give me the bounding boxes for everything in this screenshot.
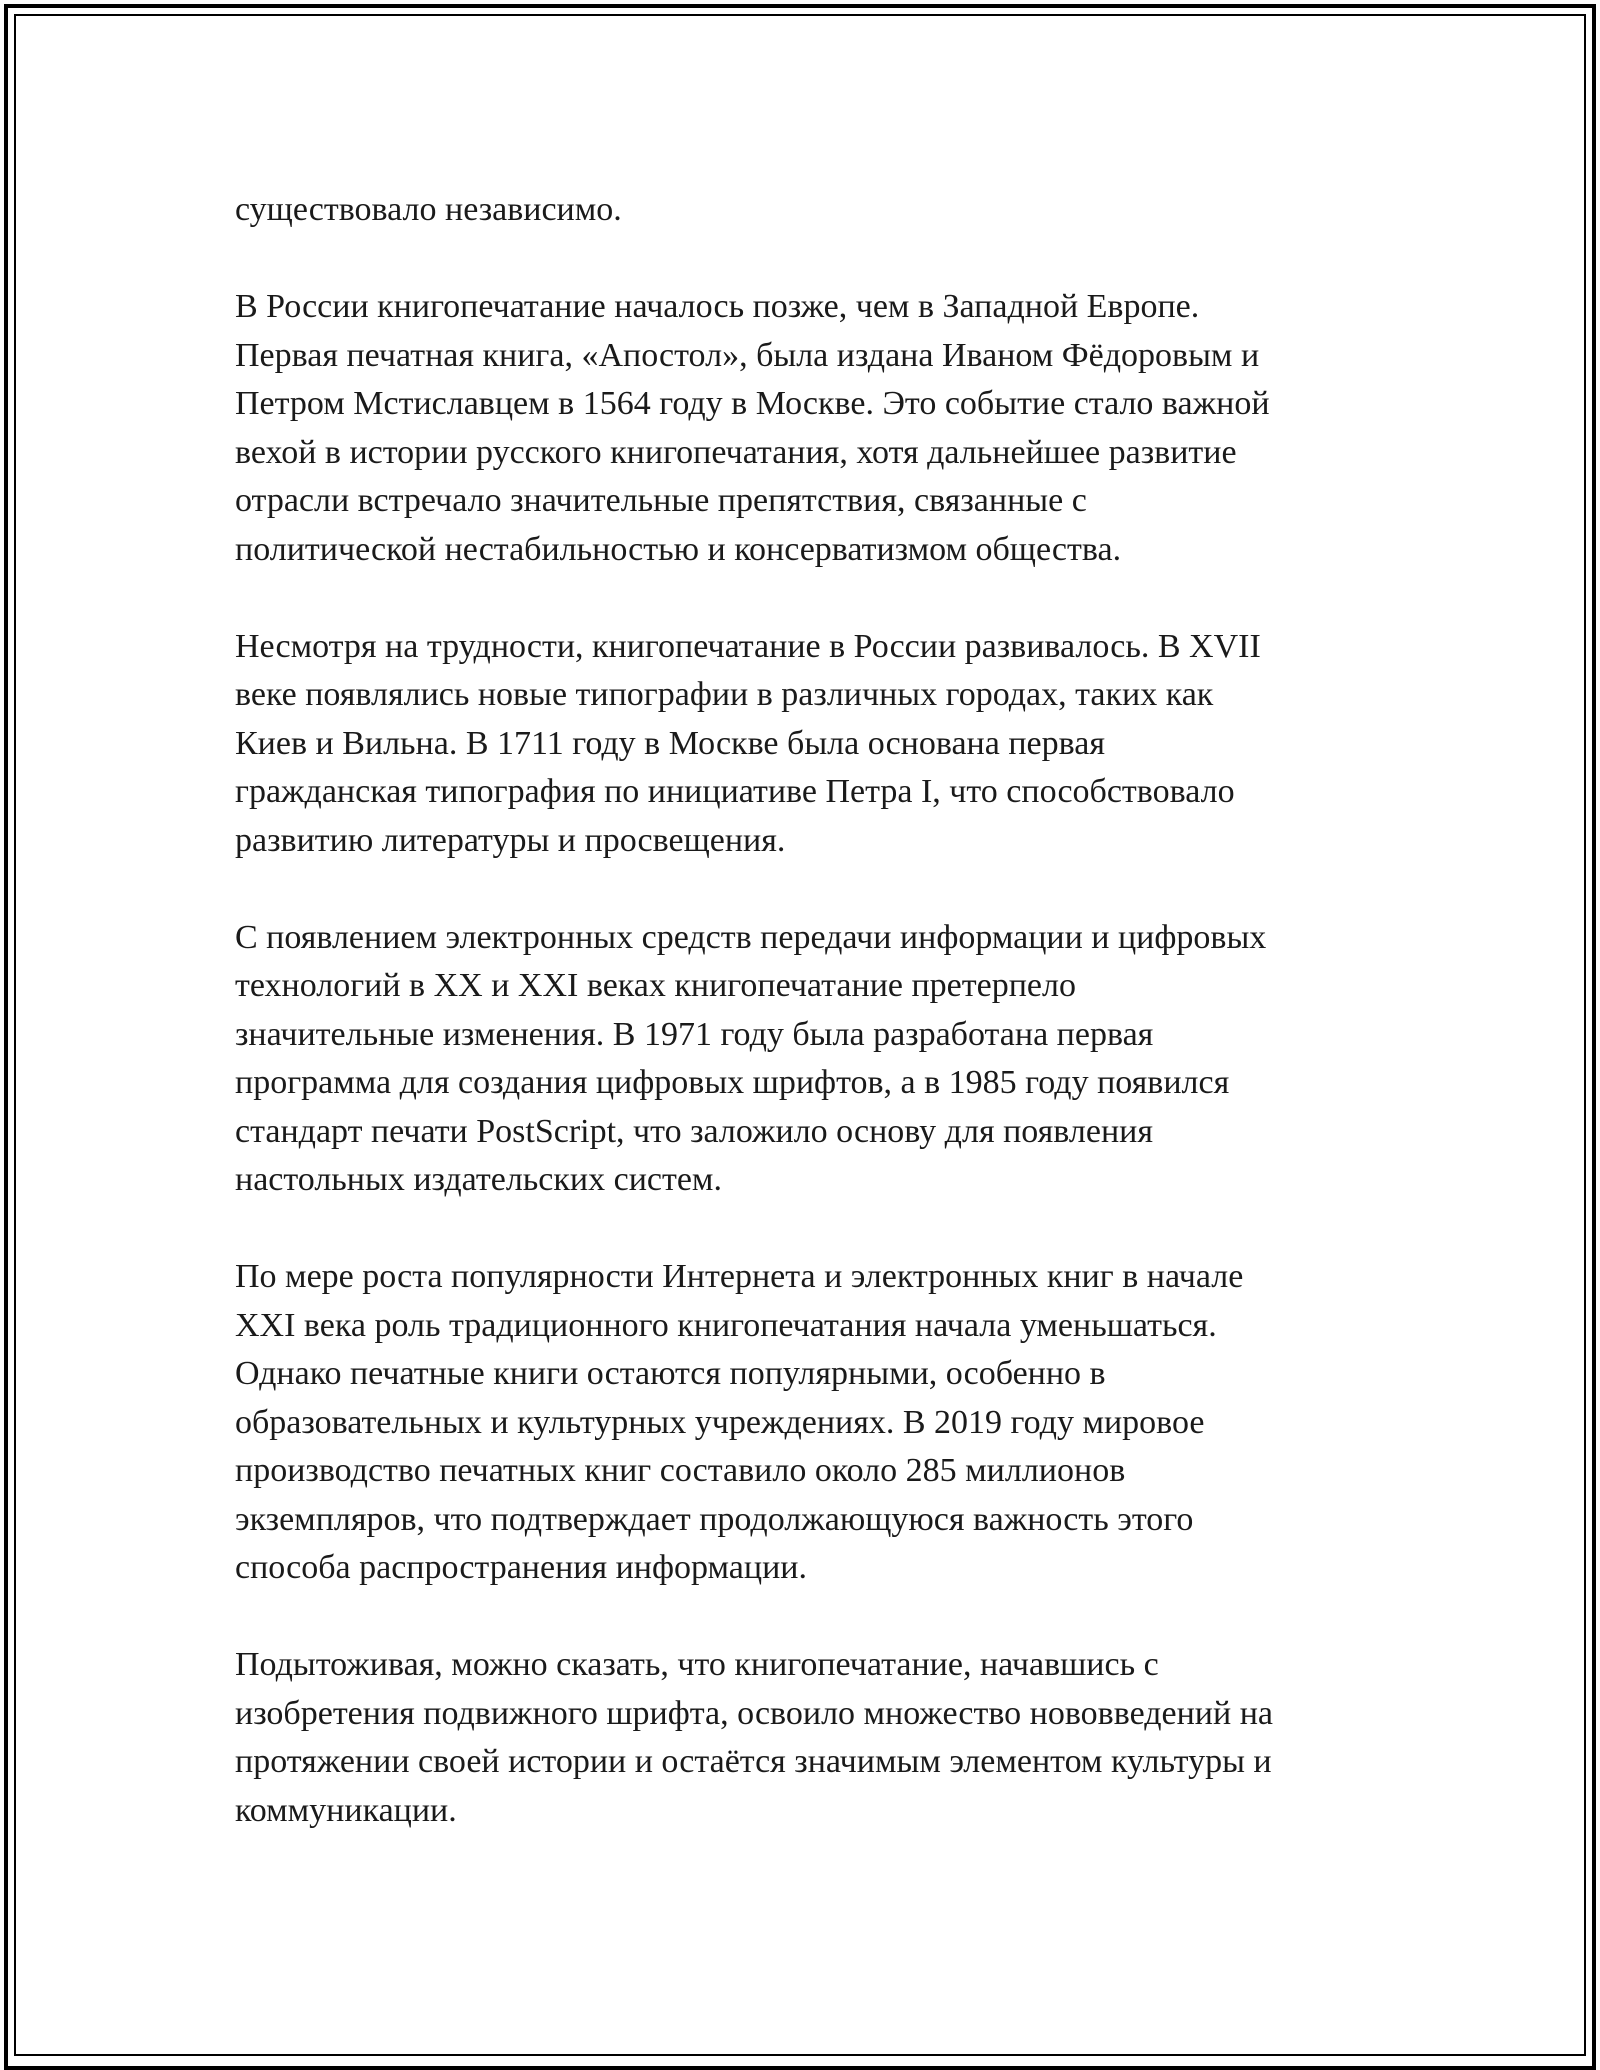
paragraph-digital-era: С появлением электронных средств передачи информации и цифровых технологий в XX и XXI веках книгопечатание претерпело значительные изменения. В 1971 году была разработана первая программа для создания цифровых шрифтов, а в 1985 году появился стандарт печати PostScript, что заложило основу для появления настольных издательских систем. xyxy=(235,918,1267,1198)
paragraph-conclusion: Подытоживая, можно сказать, что книгопечатание, начавшись с изобретения подвижного шрифта, освоило множество нововведений на протяжении своей истории и остаётся значимым элементом культуры и коммуникации. xyxy=(235,1646,1273,1829)
paragraph-development: Несмотря на трудности, книгопечатание в России развивалось. В XVII веке появлялись новые типографии в различных городах, таких как Киев и Вильна. В 1711 году в Москве была основана первая гражданская типография по инициативе Петра I, что способствовало развитию литературы и просвещения. xyxy=(235,627,1261,859)
paragraph-internet-era: По мере роста популярности Интернета и электронных книг в начале XXI века роль традиционного книгопечатания начала уменьшаться. Однако печатные книги остаются популярными, особенно в образовательных и культурных учреждениях. В 2019 году мировое производство печатных книг составило около 285 миллионов экземпляров, что подтверждает продолжающуюся важность этого способа распространения информации. xyxy=(235,1258,1244,1586)
document-body xyxy=(235,186,1385,1884)
paragraph-russia-printing: В России книгопечатание началось позже, чем в Западной Европе. Первая печатная книга, «Апостол», была издана Иваном Фёдоровым и Петром Мстиславцем в 1564 году в Москве. Это событие стало важной вехой в истории русского книгопечатания, хотя дальнейшее развитие отрасли встречало значительные препятствия, связанные с политической нестабильностью и консерватизмом общества. xyxy=(235,288,1270,568)
paragraph-continuation: существовало независимо. xyxy=(235,191,622,228)
